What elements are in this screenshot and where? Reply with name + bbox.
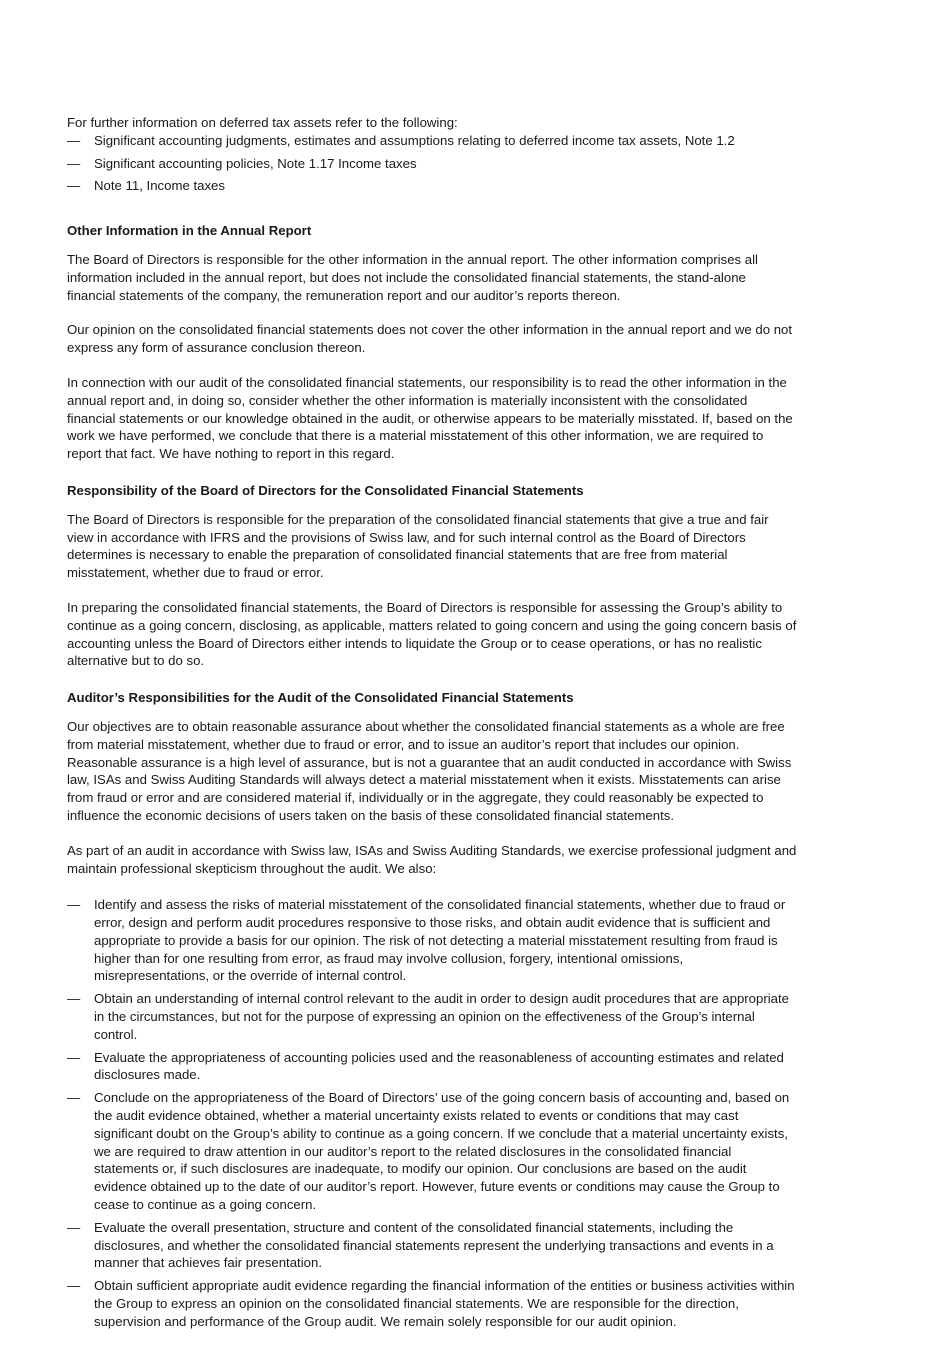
- paragraph: The Board of Directors is responsible for the preparation of the consolidated financial statements that give a true and fair view in accordance with IFRS and the provisions of Swiss law, and for such internal control as the Board of Directors determines is necessary to enable the preparation of consolidated financial statements that are free from material misstatement, whether due to fraud or error.: [67, 511, 769, 581]
- list-item: — Note 11, Income taxes: [67, 177, 797, 195]
- auditor-resp-list: [67, 896, 797, 1330]
- board-resp-heading: Responsibility of the Board of Directors for the Consolidated Financial Statements: [67, 482, 584, 498]
- paragraph: As part of an audit in accordance with Swiss law, ISAs and Swiss Auditing Standards, we exercise professional judgment and maintain professional skepticism throughout the audit. We also:: [67, 842, 797, 876]
- list-item: — Significant accounting policies, Note 1.17 Income taxes: [67, 155, 797, 173]
- paragraph: The Board of Directors is responsible for the other information in the annual report. The other information comprises all information included in the annual report, but does not include the consolidated financial statements, the stand-alone financial statements of the company, the remuneration report and our auditor’s reports thereon.: [67, 251, 758, 303]
- list-item: — Obtain an understanding of internal control relevant to the audit in order to design audit procedures that are appropriate in the circumstances, but not for the purpose of expressing an opinion on the effectiveness of the Group’s internal control.: [67, 990, 797, 1043]
- auditor-resp-heading: Auditor’s Responsibilities for the Audit of the Consolidated Financial Statements: [67, 690, 574, 706]
- list-item: — Evaluate the overall presentation, structure and content of the consolidated financial statements, including the disclosures, and whether the consolidated financial statements represent the underlying transactions and events in a manner that achieves fair presentation.: [67, 1219, 797, 1272]
- intro-list: [67, 132, 797, 195]
- paragraph: In connection with our audit of the consolidated financial statements, our responsibility is to read the other information in the annual report and, in doing so, consider whether the other information is materially inconsistent with the consolidated financial statements or our knowledge obtained in the audit, or otherwise appears to be materially misstated. If, based on the work we have performed, we conclude that there is a material misstatement of this other information, we are required to report that fact. We have nothing to report in this regard.: [67, 374, 793, 462]
- list-item: — Evaluate the appropriateness of accounting policies used and the reasonableness of accounting estimates and related disclosures made.: [67, 1049, 797, 1085]
- list-item: — Obtain sufficient appropriate audit evidence regarding the financial information of the entities or business activities within the Group to express an opinion on the consolidated financial statements. We are responsible for the direction, supervision and performance of the Group audit. We remain solely responsible for our audit opinion.: [67, 1277, 797, 1330]
- paragraph: In preparing the consolidated financial statements, the Board of Directors is responsible for assessing the Group’s ability to continue as a going concern, disclosing, as applicable, matters related to going concern and using the going concern basis of accounting unless the Board of Directors either intends to liquidate the Group or to cease operations, or has no realistic alternative but to do so.: [67, 599, 797, 669]
- paragraph: Our objectives are to obtain reasonable assurance about whether the consolidated financial statements as a whole are free from material misstatement, whether due to fraud or error, and to issue an auditor’s report that includes our opinion. Reasonable assurance is a high level of assurance, but is not a guarantee that an audit conducted in accordance with Swiss law, ISAs and Swiss Auditing Standards will always detect a material misstatement when it exists. Misstatements can arise from fraud or error and are considered material if, individually or in the aggregate, they could reasonably be expected to influence the economic decisions of users taken on the basis of these consolidated financial statements.: [67, 718, 792, 823]
- document-page: [67, 114, 797, 1331]
- other-info-heading: Other Information in the Annual Report: [67, 223, 312, 239]
- intro-lead: For further information on deferred tax assets refer to the following:: [67, 115, 458, 130]
- paragraph: Our opinion on the consolidated financial statements does not cover the other information in the annual report and we do not express any form of assurance conclusion thereon.: [67, 322, 793, 356]
- list-item: — Significant accounting judgments, estimates and assumptions relating to deferred income tax assets, Note 1.2: [67, 132, 797, 150]
- list-item: — Identify and assess the risks of material misstatement of the consolidated financial statements, whether due to fraud or error, design and perform audit procedures responsive to those risks, and obtain audit evidence that is sufficient and appropriate to provide a basis for our opinion. The risk of not detecting a material misstatement resulting from fraud is higher than for one resulting from error, as fraud may involve collusion, forgery, intentional omissions, misrepresentations, or the override of internal control.: [67, 896, 797, 985]
- list-item: — Conclude on the appropriateness of the Board of Directors’ use of the going concern basis of accounting and, based on the audit evidence obtained, whether a material uncertainty exists related to events or conditions that may cast significant doubt on the Group’s ability to continue as a going concern. If we conclude that a material uncertainty exists, we are required to draw attention in our auditor’s report to the related disclosures in the consolidated financial statements or, if such disclosures are inadequate, to modify our opinion. Our conclusions are based on the audit evidence obtained up to the date of our auditor’s report. However, future events or conditions may cause the Group to cease to continue as a going concern.: [67, 1089, 797, 1214]
